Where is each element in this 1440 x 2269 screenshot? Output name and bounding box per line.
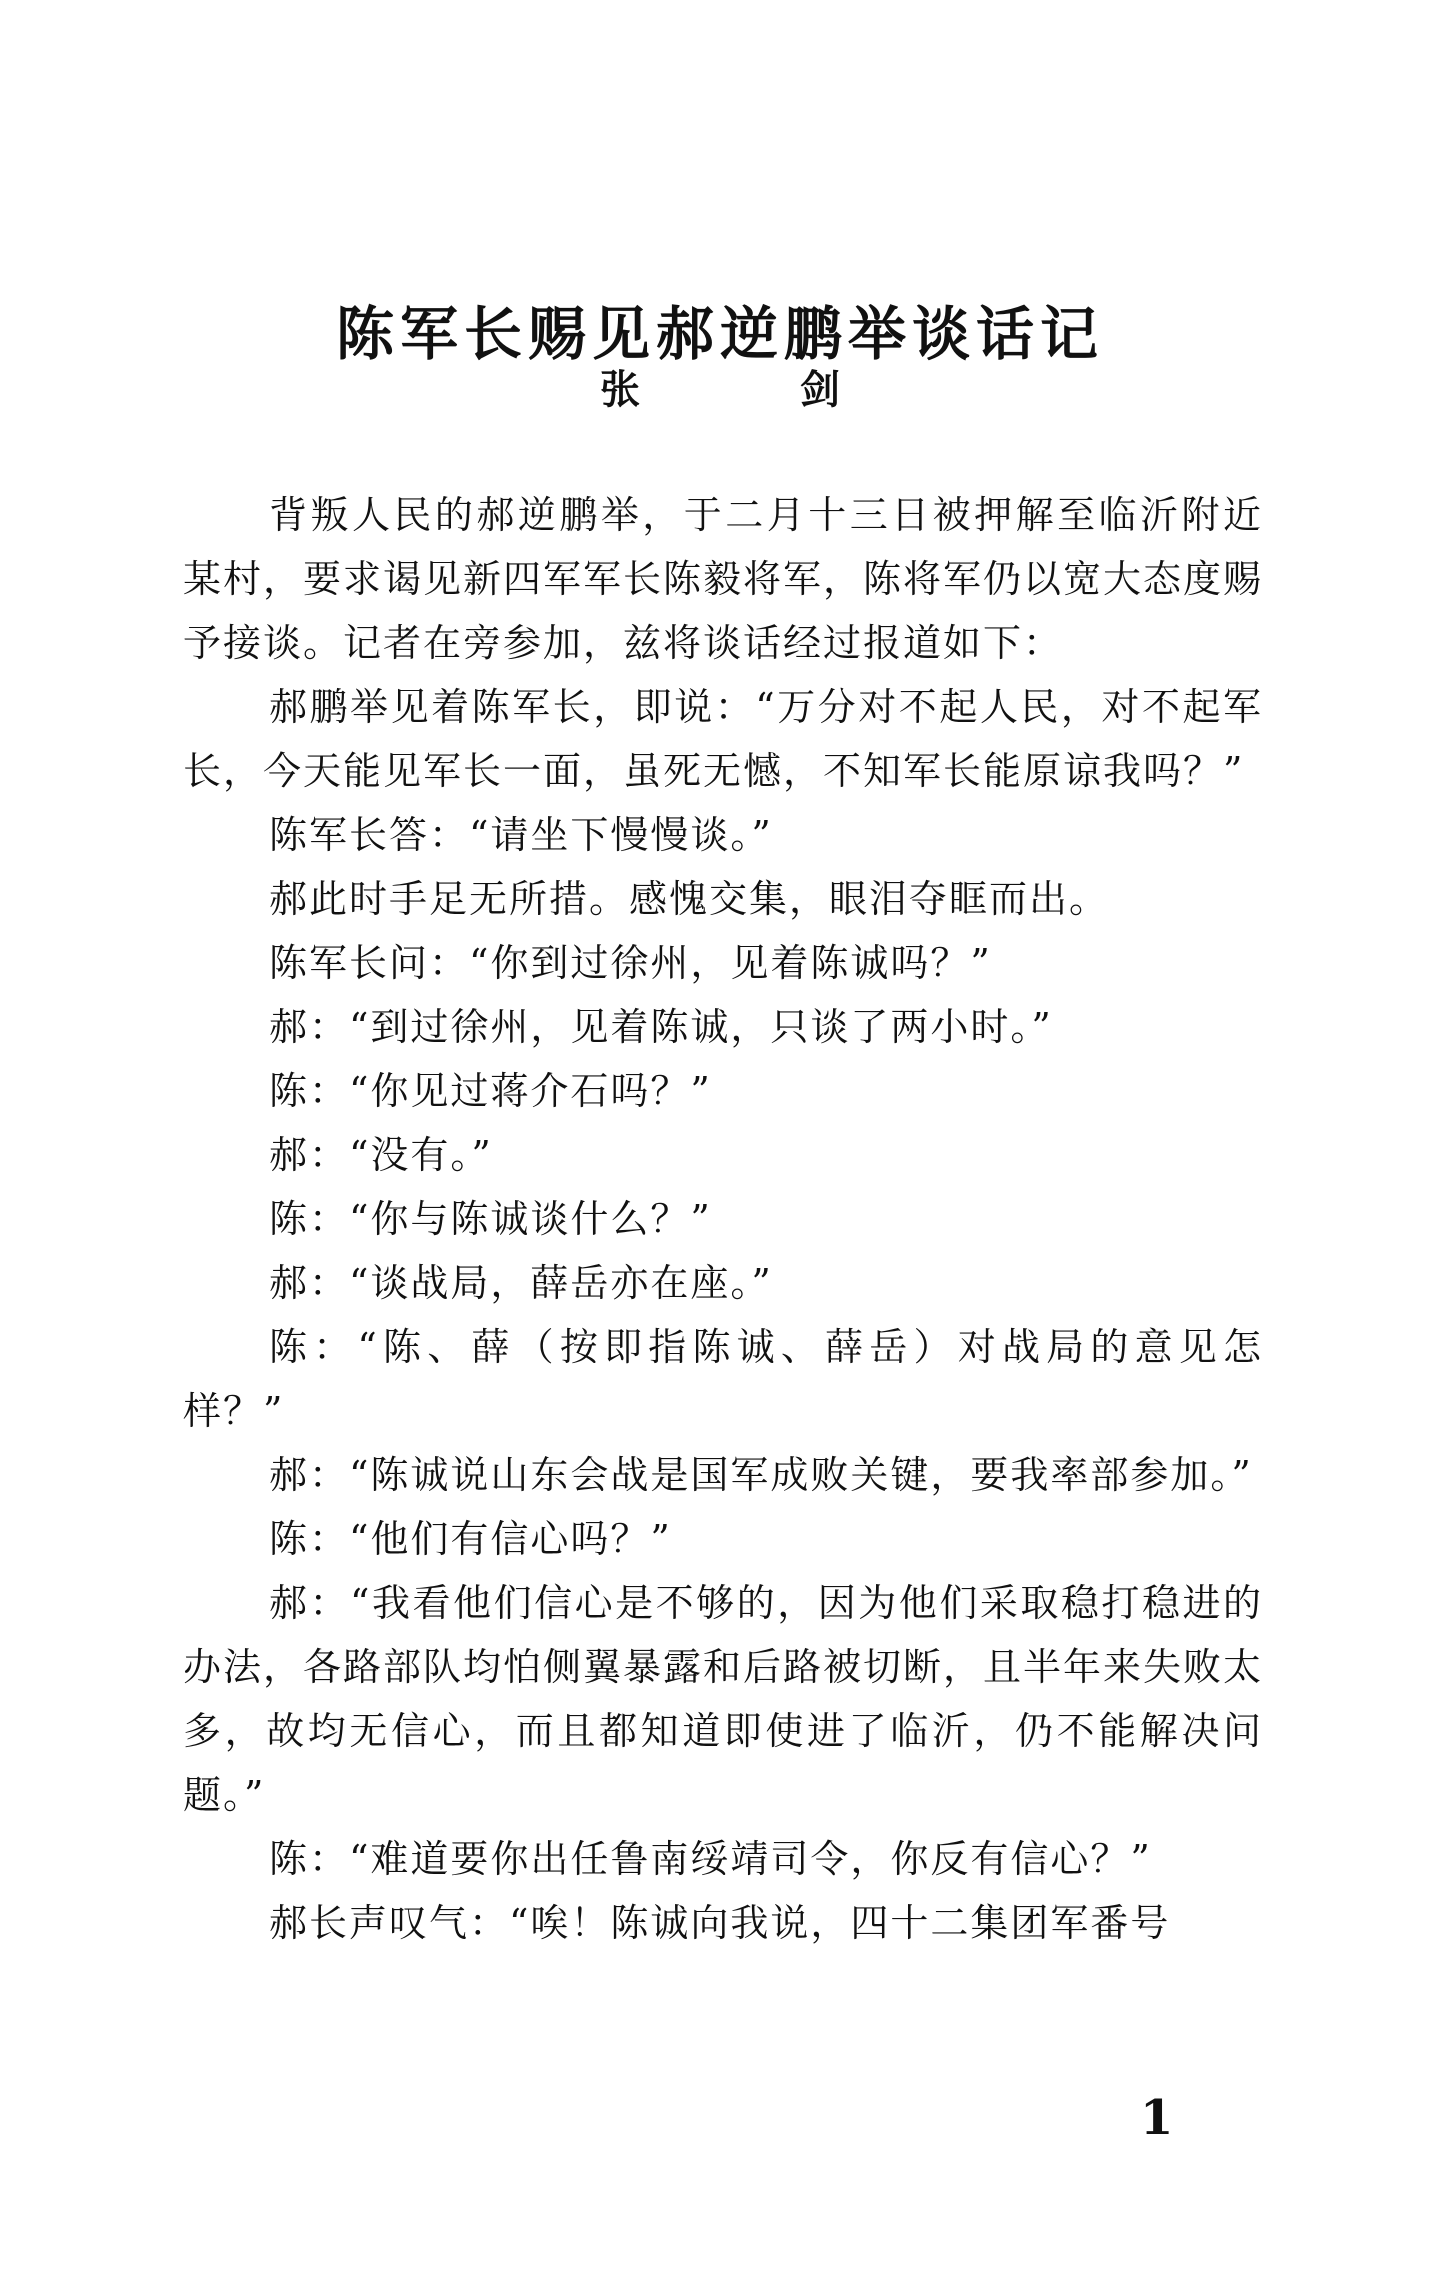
paragraph: 郝：“陈诚说山东会战是国军成败关键，要我率部参加。” (269, 1453, 1253, 1497)
paragraph: 陈：“你与陈诚谈什么？” (269, 1197, 712, 1241)
paragraph: 郝：“到过徐州，见着陈诚，只谈了两小时。” (269, 1005, 1053, 1049)
paragraph: 郝：“谈战局，薛岳亦在座。” (269, 1261, 773, 1305)
paragraph: 郝长声叹气：“唉！陈诚向我说，四十二集团军番号 (269, 1901, 1171, 1945)
article-author: 张 剑 (600, 366, 900, 413)
paragraph: 郝：“没有。” (269, 1133, 493, 1177)
paragraph: 陈：“你见过蒋介石吗？” (269, 1069, 712, 1113)
paragraph: 陈：“陈、薛（按即指陈诚、薛岳）对战局的意见怎样？” (183, 1325, 1263, 1433)
paragraph: 郝鹏举见着陈军长，即说：“万分对不起人民，对不起军长，今天能见军长一面，虽死无憾，不知军长能原谅我吗？” (183, 685, 1263, 793)
paragraph: 郝：“我看他们信心是不够的，因为他们采取稳打稳进的办法，各路部队均怕侧翼暴露和后路被切断，且半年来失败太多，故均无信心，而且都知道即使进了临沂，仍不能解决问题。” (183, 1581, 1264, 1817)
article-title: 陈军长赐见郝逆鹏举谈话记 (335, 299, 1104, 368)
paragraph: 陈军长答：“请坐下慢慢谈。” (269, 813, 773, 857)
page-number: 1 (1140, 2090, 1174, 2146)
paragraph: 陈：“难道要你出任鲁南绥靖司令，你反有信心？” (269, 1837, 1152, 1881)
paragraph: 陈军长问：“你到过徐州，见着陈诚吗？” (269, 941, 992, 985)
paragraph: 陈：“他们有信心吗？” (269, 1517, 672, 1561)
paragraph: 郝此时手足无所措。感愧交集，眼泪夺眶而出。 (269, 877, 1110, 921)
paragraph: 背叛人民的郝逆鹏举，于二月十三日被押解至临沂附近某村，要求谒见新四军军长陈毅将军，陈将军仍以宽大态度赐予接谈。记者在旁参加，兹将谈话经过报道如下： (183, 493, 1264, 665)
article-body (183, 483, 1263, 1955)
